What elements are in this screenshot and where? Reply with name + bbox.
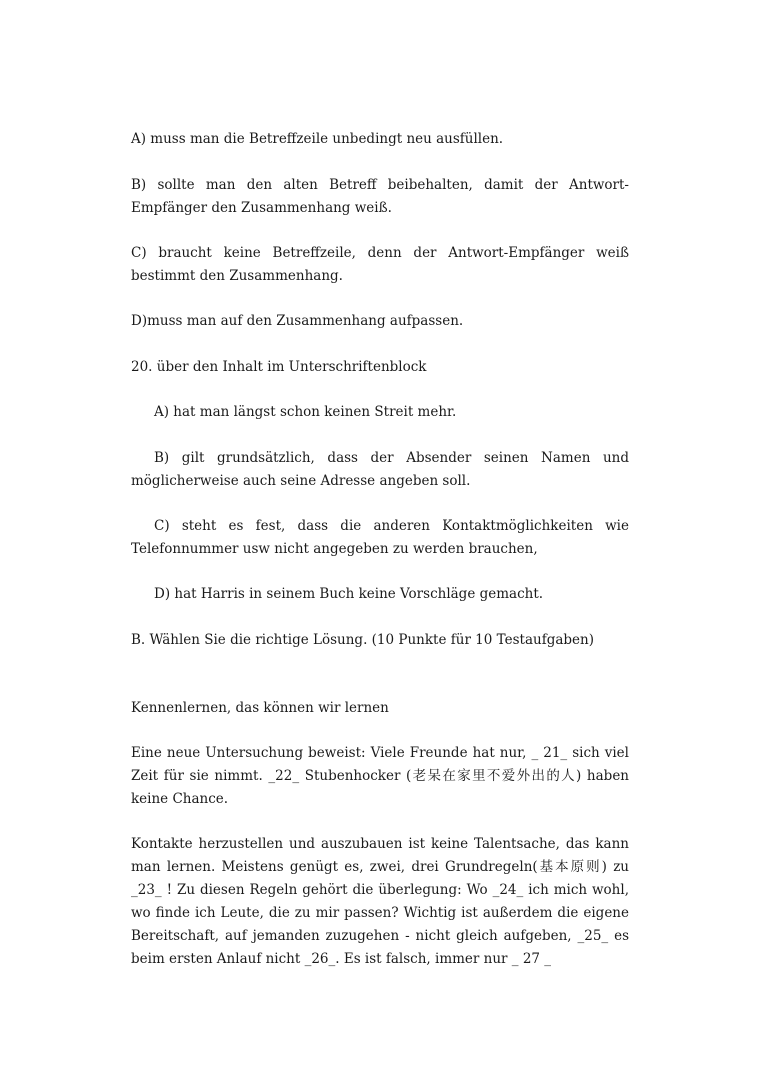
q20-question: 20. über den Inhalt im Unterschriftenblock bbox=[131, 359, 427, 375]
q20-option-d: D) hat Harris in seinem Buch keine Vorschläge gemacht. bbox=[154, 586, 544, 602]
q20-option-b: B) gilt grundsätzlich, dass der Absender seinen Namen und möglicherweise auch seine Adresse angeben soll. bbox=[131, 450, 629, 489]
paragraph-2: Kontakte herzustellen und auszubauen ist keine Talentsache, das kann man lernen. Meistens genügt es, zwei, drei Grundregeln(基本原则) zu _23_ ! Zu diesen Regeln gehört die überlegung: Wo _24_ ich mich wohl, wo finde ich Leute, die zu mir passen? Wichtig ist außerdem die eigene Bereitschaft, auf jemanden zuzugehen - nicht gleich aufgeben, _25_ es beim ersten Anlauf nicht _26_. Es ist falsch, immer nur _ 27 _ bbox=[131, 836, 629, 967]
q19-option-b: B) sollte man den alten Betreff beibehalten, damit der Antwort-Empfänger den Zusammenhang weiß. bbox=[131, 177, 629, 216]
q20-option-c: C) steht es fest, dass die anderen Kontaktmöglichkeiten wie Telefonnummer usw nicht angegeben zu werden brauchen, bbox=[131, 518, 629, 557]
paragraph-1: Eine neue Untersuchung beweist: Viele Freunde hat nur, _ 21_ sich viel Zeit für sie nimmt. _22_ Stubenhocker (老呆在家里不爱外出的人) haben keine Chance. bbox=[131, 745, 629, 807]
q19-option-d: D)muss man auf den Zusammenhang aufpassen. bbox=[131, 313, 464, 329]
q20-option-a: A) hat man längst schon keinen Streit mehr. bbox=[154, 404, 457, 420]
q19-option-c: C) braucht keine Betreffzeile, denn der Antwort-Empfänger weiß bestimmt den Zusammenhang. bbox=[131, 245, 629, 284]
section-b-heading: B. Wählen Sie die richtige Lösung. (10 Punkte für 10 Testaufgaben) bbox=[131, 632, 594, 648]
q19-option-a: A) muss man die Betreffzeile unbedingt neu ausfüllen. bbox=[131, 131, 504, 147]
text-title: Kennenlernen, das können wir lernen bbox=[131, 700, 389, 716]
